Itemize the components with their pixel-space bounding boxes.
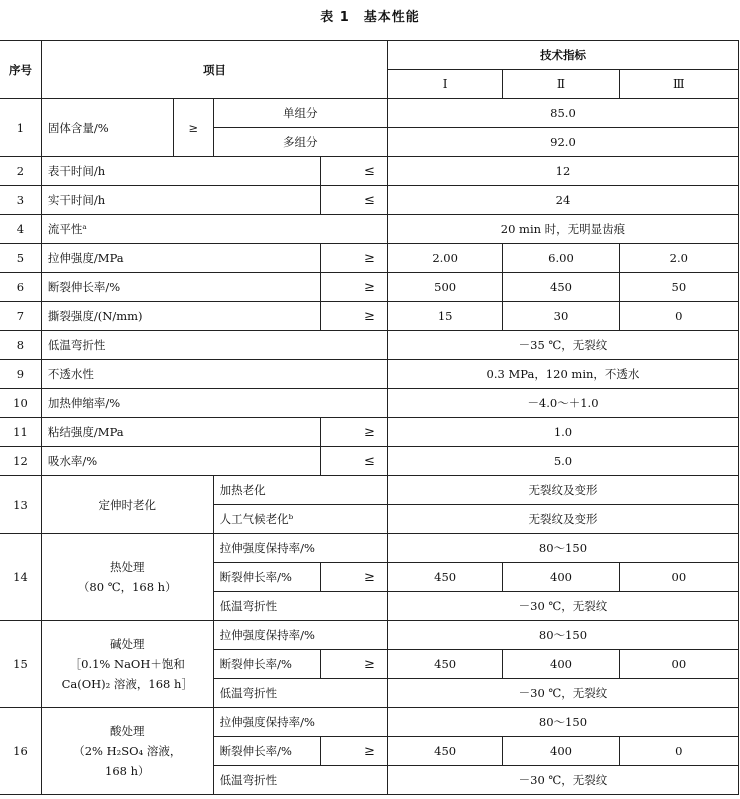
row-subitem: 加热老化	[213, 476, 387, 505]
row-value: 80～150	[387, 621, 738, 650]
row-subitem: 断裂伸长率/%	[213, 650, 321, 679]
row-item: 实干时间/h	[41, 186, 320, 215]
row-item-line: 酸处理	[110, 724, 145, 738]
row-symbol: ≥	[321, 563, 388, 592]
header-grade-3: Ⅲ	[619, 70, 738, 99]
row-value-grade-2: 400	[503, 737, 619, 766]
row-value: －30 ℃，无裂纹	[387, 592, 738, 621]
row-value-grade-2: 30	[503, 302, 619, 331]
row-item-line: 168 h）	[105, 764, 150, 778]
table-row	[0, 476, 739, 505]
row-symbol: ≤	[321, 157, 388, 186]
row-no: 3	[0, 186, 41, 215]
row-item-line: 热处理	[110, 560, 145, 574]
row-value-grade-1: 500	[387, 273, 502, 302]
row-no: 7	[0, 302, 41, 331]
row-symbol: ≥	[321, 650, 388, 679]
row-value: 80～150	[387, 708, 738, 737]
row-value-grade-3: 00	[619, 563, 738, 592]
row-subitem: 断裂伸长率/%	[213, 563, 321, 592]
row-item-line: ［0.1% NaOH＋饱和	[69, 657, 185, 671]
row-item-line: （80 ℃，168 h）	[77, 580, 177, 594]
row-value-grade-1: 2.00	[387, 244, 502, 273]
row-no: 14	[0, 534, 41, 621]
row-no: 5	[0, 244, 41, 273]
row-item: 不透水性	[41, 360, 387, 389]
table-row	[0, 360, 739, 389]
header-tech: 技术指标	[387, 41, 738, 70]
row-subitem: 多组分	[213, 128, 387, 157]
row-item: 低温弯折性	[41, 331, 387, 360]
row-value-grade-3: 50	[619, 273, 738, 302]
row-no: 13	[0, 476, 41, 534]
row-item: 加热伸缩率/%	[41, 389, 387, 418]
row-symbol: ≤	[321, 447, 388, 476]
row-no: 16	[0, 708, 41, 795]
row-subitem: 单组分	[213, 99, 387, 128]
row-value: 85.0	[387, 99, 738, 128]
row-item: 拉伸强度/MPa	[41, 244, 320, 273]
row-item: 流平性ᵃ	[41, 215, 387, 244]
row-value-grade-3: 00	[619, 650, 738, 679]
row-item: 撕裂强度/(N/mm)	[41, 302, 320, 331]
row-item	[41, 621, 213, 708]
row-value-grade-1: 15	[387, 302, 502, 331]
row-value: 92.0	[387, 128, 738, 157]
row-item: 粘结强度/MPa	[41, 418, 320, 447]
row-item	[41, 534, 213, 621]
row-item-line: Ca(OH)₂ 溶液，168 h］	[61, 677, 193, 691]
row-value-grade-2: 6.00	[503, 244, 619, 273]
row-no: 2	[0, 157, 41, 186]
row-item: 固体含量/%	[41, 99, 173, 157]
row-no: 12	[0, 447, 41, 476]
row-subitem: 低温弯折性	[213, 766, 387, 795]
row-no: 10	[0, 389, 41, 418]
row-value: －30 ℃，无裂纹	[387, 766, 738, 795]
row-value: 24	[387, 186, 738, 215]
row-subitem: 拉伸强度保持率/%	[213, 534, 387, 563]
table-row	[0, 273, 739, 302]
table-row	[0, 331, 739, 360]
header-grade-1: Ⅰ	[387, 70, 502, 99]
row-value: 0.3 MPa，120 min，不透水	[387, 360, 738, 389]
table-row	[0, 99, 739, 128]
table-row	[0, 157, 739, 186]
row-no: 9	[0, 360, 41, 389]
row-value-grade-1: 450	[387, 737, 502, 766]
row-item-line: （2% H₂SO₄ 溶液，	[73, 744, 182, 758]
table-row	[0, 534, 739, 563]
header-grade-2: Ⅱ	[503, 70, 619, 99]
row-item-line: 碱处理	[110, 637, 145, 651]
performance-table	[0, 40, 739, 795]
row-symbol: ≥	[321, 418, 388, 447]
header-item: 项目	[41, 41, 387, 99]
row-value: 20 min 时，无明显齿痕	[387, 215, 738, 244]
row-value: 无裂纹及变形	[387, 505, 738, 534]
row-value: 5.0	[387, 447, 738, 476]
row-value-grade-1: 450	[387, 563, 502, 592]
row-value: －4.0～＋1.0	[387, 389, 738, 418]
row-value: 1.0	[387, 418, 738, 447]
row-symbol: ≥	[321, 737, 388, 766]
table-row	[0, 186, 739, 215]
row-subitem: 断裂伸长率/%	[213, 737, 321, 766]
row-item: 定伸时老化	[41, 476, 213, 534]
row-value-grade-3: 0	[619, 737, 738, 766]
table-row	[0, 708, 739, 737]
table-row	[0, 389, 739, 418]
row-item	[41, 708, 213, 795]
row-subitem: 低温弯折性	[213, 679, 387, 708]
row-subitem: 拉伸强度保持率/%	[213, 708, 387, 737]
table-title: 表 1 基本性能	[320, 10, 420, 25]
row-symbol: ≥	[321, 273, 388, 302]
table-row	[0, 621, 739, 650]
row-symbol: ≥	[321, 302, 388, 331]
row-value-grade-1: 450	[387, 650, 502, 679]
header-row	[0, 41, 739, 70]
row-value-grade-2: 400	[503, 650, 619, 679]
table-row	[0, 215, 739, 244]
row-no: 15	[0, 621, 41, 708]
row-value-grade-2: 450	[503, 273, 619, 302]
row-value: 12	[387, 157, 738, 186]
row-value-grade-3: 2.0	[619, 244, 738, 273]
row-symbol: ≤	[321, 186, 388, 215]
row-no: 4	[0, 215, 41, 244]
row-symbol: ≥	[321, 244, 388, 273]
header-no: 序号	[0, 41, 41, 99]
table-row	[0, 302, 739, 331]
table-row	[0, 418, 739, 447]
row-item: 表干时间/h	[41, 157, 320, 186]
row-subitem: 低温弯折性	[213, 592, 387, 621]
row-value: －30 ℃，无裂纹	[387, 679, 738, 708]
row-item: 吸水率/%	[41, 447, 320, 476]
row-value: 无裂纹及变形	[387, 476, 738, 505]
table-row	[0, 447, 739, 476]
table-row	[0, 244, 739, 273]
row-no: 11	[0, 418, 41, 447]
row-value-grade-3: 0	[619, 302, 738, 331]
row-value-grade-2: 400	[503, 563, 619, 592]
row-no: 8	[0, 331, 41, 360]
row-item: 断裂伸长率/%	[41, 273, 320, 302]
row-value: 80～150	[387, 534, 738, 563]
row-no: 1	[0, 99, 41, 157]
row-subitem: 人工气候老化ᵇ	[213, 505, 387, 534]
row-no: 6	[0, 273, 41, 302]
row-subitem: 拉伸强度保持率/%	[213, 621, 387, 650]
row-value: －35 ℃，无裂纹	[387, 331, 738, 360]
row-symbol: ≥	[173, 99, 213, 157]
